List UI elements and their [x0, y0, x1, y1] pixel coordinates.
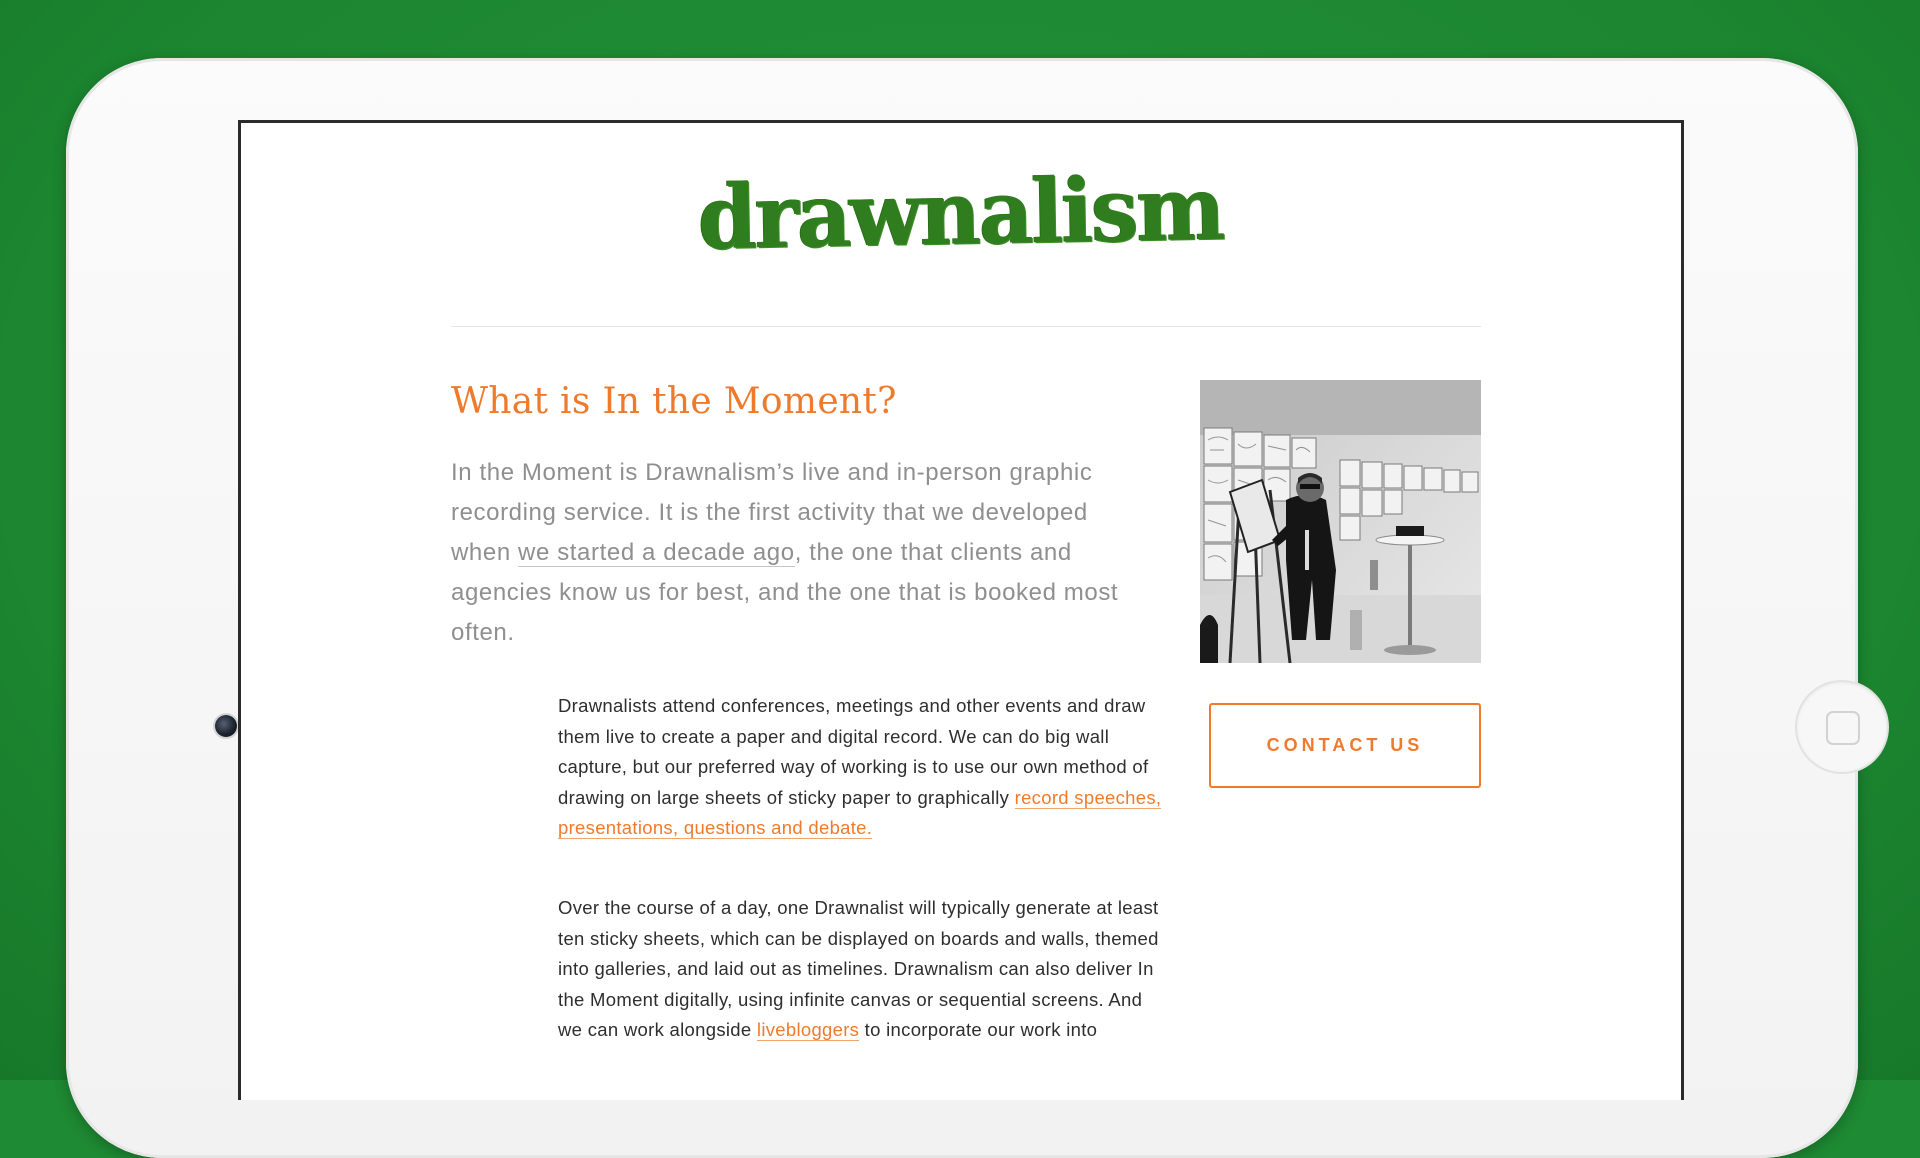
lead-paragraph	[451, 453, 1151, 653]
body-paragraph-2	[558, 893, 1170, 1046]
graphic-recorder-photo	[1200, 380, 1481, 663]
tablet-screen	[238, 120, 1684, 1100]
page-heading: What is In the Moment?	[451, 381, 897, 422]
home-button[interactable]	[1795, 680, 1889, 774]
lead-text-start: In the Moment is Drawnalism’s live and in-person graphic recording service. It is the first activity that we developed when	[451, 459, 1093, 566]
record-speeches-link[interactable]: record speeches, presentations, questions and debate.	[558, 786, 1162, 838]
header-divider	[451, 326, 1481, 327]
front-camera	[215, 715, 237, 737]
photo-illustration	[1200, 380, 1481, 663]
decade-ago-link[interactable]: we started a decade ago	[518, 539, 795, 566]
home-square-icon	[1826, 711, 1860, 745]
header	[241, 155, 1681, 270]
livebloggers-link[interactable]: livebloggers	[756, 1019, 860, 1040]
paragraph-2-text-start: Over the course of a day, one Drawnalist will typically generate at least ten sticky sheets, which can be displayed on boards and walls, themed into galleries, and laid out as timelines. Drawnalism can also deliver In the Moment digitally, using infinite canvas or sequential screens. And we can work alongside	[558, 897, 1159, 1040]
paragraph-2-text-end: to incorporate our work into	[859, 1019, 1098, 1040]
body-paragraph-1	[558, 691, 1170, 844]
paragraph-1-text: Drawnalists attend conferences, meetings and other events and draw them live to create a paper and digital record. We can do big wall capture, but our preferred way of working is to use our own method of drawing on large sheets of sticky paper to graphically	[558, 695, 1149, 808]
lead-text-end: , the one that clients and agencies know us for best, and the one that is booked most often.	[451, 539, 1119, 646]
drawnalism-logo[interactable]: drawnalism	[697, 155, 1225, 270]
contact-us-button[interactable]: CONTACT US	[1209, 703, 1481, 788]
